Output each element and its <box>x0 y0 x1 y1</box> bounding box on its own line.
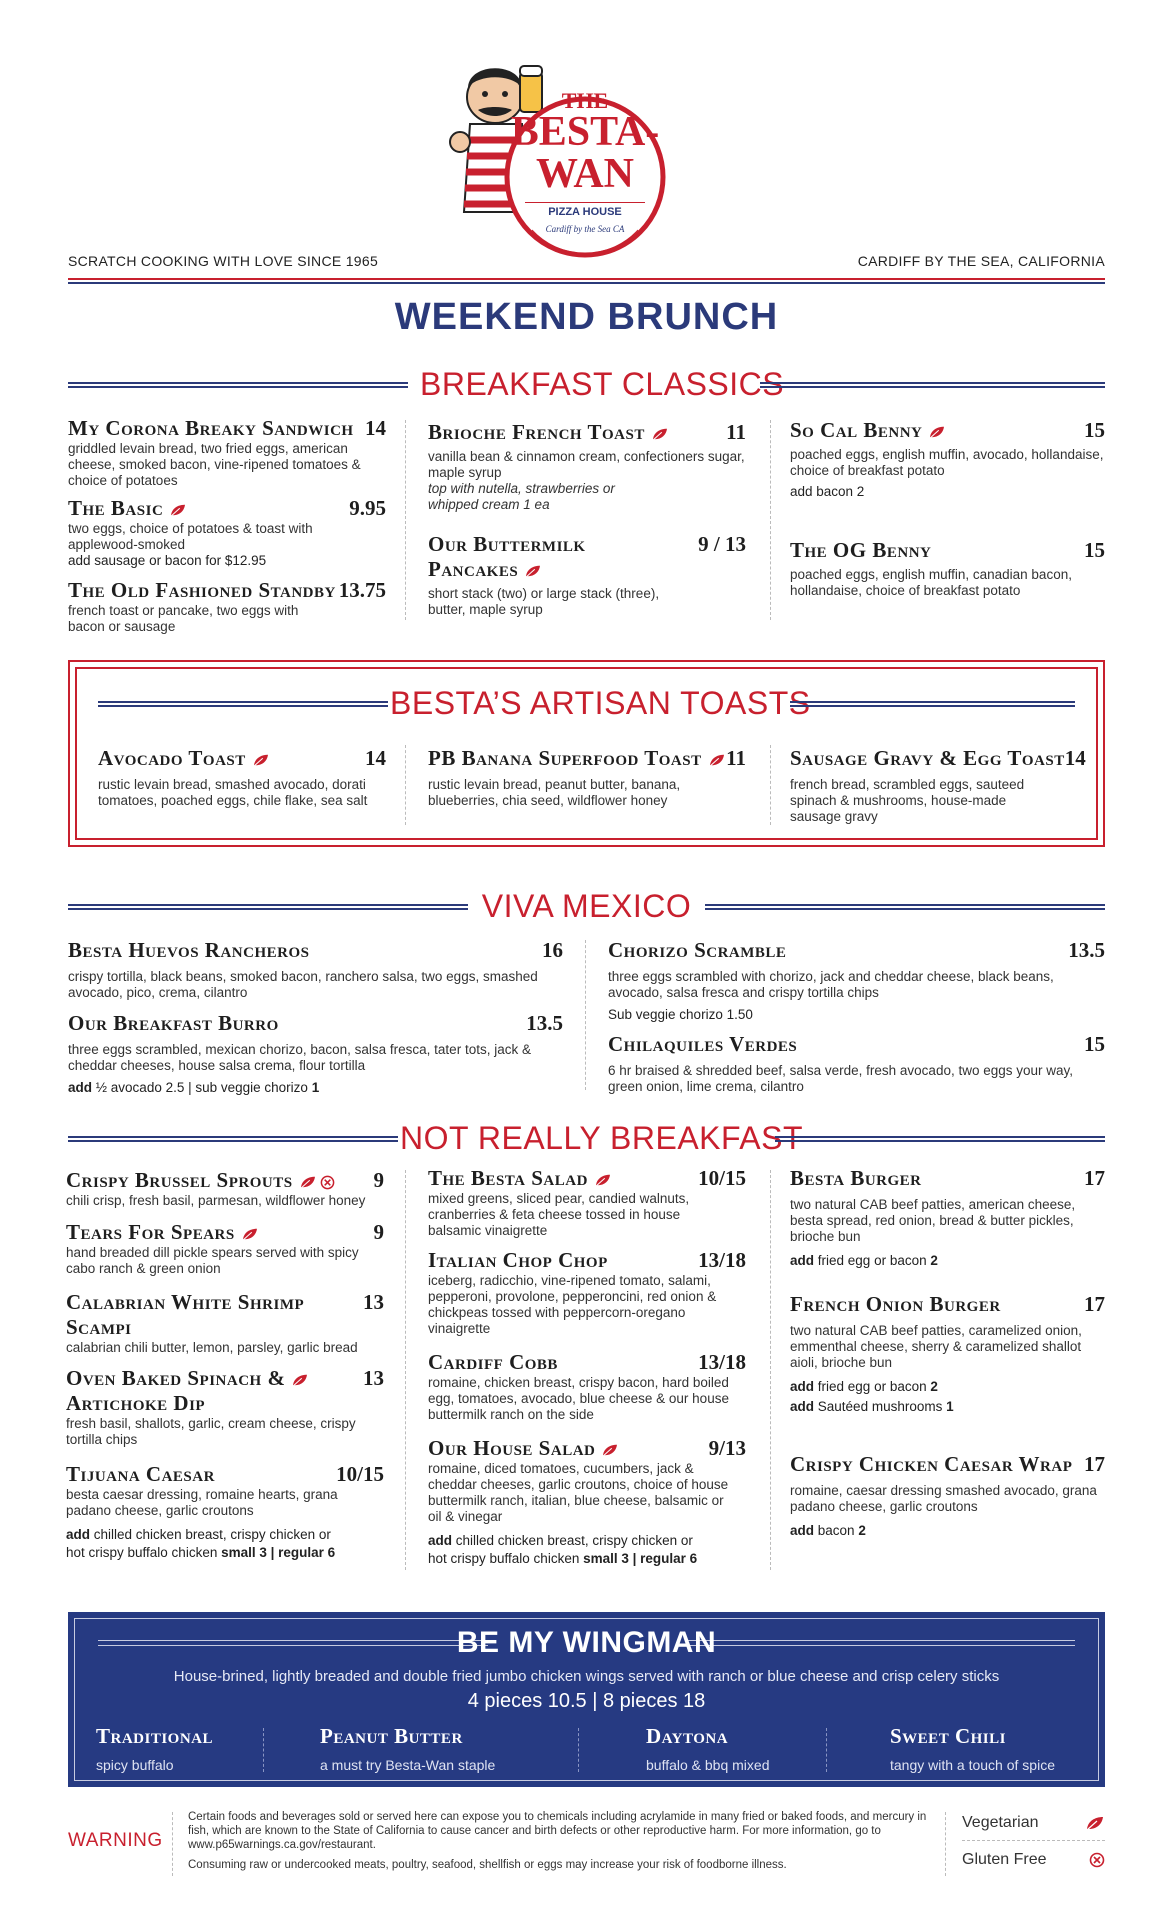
item-price: 15 <box>1084 418 1105 442</box>
item-desc: two natural CAB beef patties, american cheese, besta spread, red onion, bread & butter pickles, brioche bun <box>790 1197 1076 1244</box>
item-add: add bacon 2 <box>790 484 865 499</box>
item-price: 15 <box>1084 1032 1105 1056</box>
item-price: 16 <box>542 938 563 962</box>
flavor-name: Traditional <box>96 1724 214 1748</box>
item-desc: poached eggs, english muffin, canadian bacon, hollandaise, choice of breakfast potato <box>790 567 1072 598</box>
item-price: 11 <box>726 420 746 444</box>
item-name: The Old Fashioned Standby <box>68 578 336 602</box>
menu-item <box>66 1220 384 1277</box>
item-price: 9/13 <box>708 1436 746 1460</box>
logo-sub: PIZZA HOUSE <box>525 202 645 218</box>
item-add: fried egg or bacon <box>817 1379 927 1394</box>
item-desc: two natural CAB beef patties, caramelized onion, emmenthal cheese, sherry & caramelized shallot aioli, brioche bun <box>790 1323 1082 1370</box>
item-desc: vanilla bean & cinnamon cream, confectioners sugar, maple syrup <box>428 449 745 480</box>
logo-line1: THE <box>561 88 609 113</box>
warning-label: WARNING <box>68 1830 163 1851</box>
flavor-desc: buffalo & bbq mixed <box>646 1757 770 1773</box>
item-add: bacon <box>817 1523 855 1538</box>
item-add: fried egg or bacon <box>817 1253 927 1268</box>
menu-item <box>790 418 1105 500</box>
add-label: add <box>790 1399 815 1414</box>
item-add: add sausage or bacon for $12.95 <box>68 553 267 568</box>
item-name: The Basic <box>68 496 164 520</box>
logo[interactable] <box>440 52 680 262</box>
item-name: Italian Chop Chop <box>428 1248 608 1272</box>
vegetarian-icon <box>708 753 726 767</box>
menu-item <box>790 1452 1105 1539</box>
menu-item <box>428 746 746 809</box>
item-add: ½ avocado 2.5 | sub veggie chorizo <box>95 1080 308 1095</box>
menu-item <box>428 1248 746 1337</box>
vegetarian-icon <box>241 1227 259 1241</box>
item-name: Besta Burger <box>790 1166 922 1190</box>
flavor-desc: a must try Besta-Wan staple <box>320 1757 496 1773</box>
wing-flavor <box>96 1724 213 1773</box>
logo-line2: BESTA- <box>510 109 660 155</box>
item-price: 11 <box>726 746 746 770</box>
item-desc: romaine, diced tomatoes, cucumbers, jack & cheddar cheeses, garlic croutons, choice of house buttermilk ranch, italian, blue cheese, balsamic or oil & vinegar <box>428 1461 729 1524</box>
item-price: 9 <box>373 1168 384 1192</box>
item-price: 9 / 13 <box>698 532 746 556</box>
item-add-price: 1 <box>946 1399 954 1414</box>
vegetarian-icon <box>252 753 270 767</box>
page-title: WEEKEND BRUNCH <box>394 296 779 338</box>
menu-item <box>428 1350 746 1423</box>
rule <box>760 382 1105 388</box>
menu-item <box>428 1436 746 1567</box>
menu-item <box>428 532 746 618</box>
add-label: add <box>790 1379 815 1394</box>
item-name: Calabrian White Shrimp <box>66 1290 305 1314</box>
wing-flavor <box>890 1724 1055 1773</box>
item-desc: three eggs scrambled with chorizo, jack and cheddar cheese, black beans, avocado, salsa fresca and crispy tortilla chips <box>608 969 1054 1000</box>
legend-gluten-free <box>962 1851 1105 1869</box>
item-add: Sautéed mushrooms <box>817 1399 943 1414</box>
item-name: The Besta Salad <box>428 1166 588 1190</box>
rule <box>98 701 388 707</box>
rule <box>775 1136 1105 1142</box>
item-desc: romaine, caesar dressing smashed avocado, grana padano cheese, garlic croutons <box>790 1483 1097 1514</box>
item-name: Artichoke Dip <box>66 1391 206 1415</box>
add-label: add <box>790 1253 815 1268</box>
wing-flavor <box>320 1724 495 1773</box>
flavor-desc: tangy with a touch of spice <box>890 1757 1055 1773</box>
add-label: add <box>790 1523 815 1538</box>
vegetarian-icon <box>594 1173 612 1187</box>
section-heading-notbreakfast: NOT REALLY BREAKFAST <box>400 1120 804 1156</box>
item-add: hot crispy buffalo chicken <box>428 1551 580 1566</box>
item-name: Crispy Chicken Caesar Wrap <box>790 1452 1073 1476</box>
item-desc: poached eggs, english muffin, avocado, hollandaise, choice of breakfast potato <box>790 447 1104 478</box>
item-name: Avocado Toast <box>98 746 246 770</box>
vegetarian-icon <box>524 564 542 578</box>
item-desc: fresh basil, shallots, garlic, cream cheese, crispy tortilla chips <box>66 1416 356 1447</box>
item-desc: hand breaded dill pickle spears served with spicy cabo ranch & green onion <box>66 1245 359 1276</box>
item-price: 13.75 <box>338 578 386 602</box>
menu-item <box>608 1032 1105 1095</box>
wingman-box <box>68 1612 1105 1787</box>
item-price: 10/15 <box>698 1166 746 1190</box>
menu-item <box>790 1166 1105 1269</box>
vegetarian-icon <box>291 1373 309 1387</box>
item-price: 15 <box>1084 538 1105 562</box>
item-add-price: small 3 | regular 6 <box>583 1551 698 1566</box>
item-price: 10/15 <box>336 1462 384 1486</box>
menu-item <box>68 496 386 569</box>
item-desc: rustic levain bread, peanut butter, banana, blueberries, chia seed, wildflower honey <box>428 777 681 808</box>
item-name: French Onion Burger <box>790 1292 1001 1316</box>
item-desc: crispy tortilla, black beans, smoked bacon, ranchero salsa, two eggs, smashed avocado, pico, crema, cilantro <box>68 969 538 1000</box>
item-add-price: small 3 | regular 6 <box>221 1545 336 1560</box>
item-desc: french bread, scrambled eggs, sauteed spinach & mushrooms, house-made sausage gravy <box>790 777 1025 824</box>
legend-vegetarian <box>962 1814 1105 1832</box>
logo-line3: WAN <box>535 151 634 197</box>
vegetarian-icon <box>601 1443 619 1457</box>
vegetarian-icon <box>928 425 946 439</box>
item-desc: iceberg, radicchio, vine-ripened tomato, salami, pepperoni, provolone, pepperoncini, red onion & chickpeas tossed with peppercorn-oregano vinaigrette <box>428 1273 717 1336</box>
menu-item <box>66 1168 384 1209</box>
menu-item <box>790 746 1086 825</box>
item-name: Tijuana Caesar <box>66 1462 215 1486</box>
item-price: 17 <box>1084 1292 1105 1316</box>
add-label: add <box>66 1527 91 1542</box>
item-name: My Corona Breaky Sandwich <box>68 416 354 440</box>
item-name: The OG Benny <box>790 538 932 562</box>
item-price: 13.5 <box>1068 938 1105 962</box>
item-desc: french toast or pancake, two eggs with bacon or sausage <box>68 603 299 634</box>
item-price: 14 <box>365 416 386 440</box>
rule <box>68 904 468 910</box>
item-name: So Cal Benny <box>790 418 923 442</box>
vegetarian-icon <box>299 1175 317 1189</box>
section-heading-breakfast: BREAKFAST CLASSICS <box>420 366 785 402</box>
section-heading-mexico: VIVA MEXICO <box>481 888 692 924</box>
item-desc: 6 hr braised & shredded beef, salsa verde, fresh avocado, two eggs your way, green onion, lime crema, cilantro <box>608 1063 1074 1094</box>
wingman-pricing: 4 pieces 10.5 | 8 pieces 18 <box>467 1690 706 1712</box>
item-name: Tears For Spears <box>66 1220 235 1244</box>
item-add: Sub veggie chorizo 1.50 <box>608 1007 753 1022</box>
item-name: Crispy Brussel Sprouts <box>66 1168 293 1192</box>
item-desc: besta caesar dressing, romaine hearts, grana padano cheese, garlic croutons <box>66 1487 338 1518</box>
item-price: 9 <box>373 1220 384 1244</box>
rule <box>68 1136 398 1142</box>
flavor-name: Peanut Butter <box>320 1724 463 1748</box>
item-desc: chili crisp, fresh basil, parmesan, wildflower honey <box>66 1193 366 1208</box>
flavor-name: Sweet Chili <box>890 1724 1006 1748</box>
item-name: Our Breakfast Burro <box>68 1011 279 1035</box>
item-name: Brioche French Toast <box>428 420 645 444</box>
add-label: add <box>428 1533 453 1548</box>
item-name: Chilaquiles Verdes <box>608 1032 798 1056</box>
menu-item <box>66 1290 384 1356</box>
logo-arc: Cardiff by the Sea CA <box>545 224 625 234</box>
item-price: 14 <box>1064 746 1086 770</box>
legend-label: Gluten Free <box>962 1851 1047 1868</box>
menu-item <box>428 420 746 513</box>
item-add-price: 2 <box>930 1379 938 1394</box>
rule <box>705 904 1105 910</box>
item-desc: rustic levain bread, smashed avocado, dorati tomatoes, poached eggs, chile flake, sea salt <box>98 777 368 808</box>
item-name: Pancakes <box>428 557 519 581</box>
menu-item <box>68 938 563 1001</box>
item-desc: short stack (two) or large stack (three), butter, maple syrup <box>428 586 660 617</box>
top-rule <box>68 278 1105 284</box>
item-price: 13/18 <box>698 1350 746 1374</box>
menu-item <box>98 746 386 809</box>
tagline-left: SCRATCH COOKING WITH LOVE SINCE 1965 <box>68 253 379 269</box>
item-note: top with nutella, strawberries or whipped cream 1 ea <box>428 481 615 512</box>
flavor-name: Daytona <box>646 1724 729 1748</box>
vegetarian-icon <box>651 427 669 441</box>
item-name: Chorizo Scramble <box>608 938 787 962</box>
item-add-price: 2 <box>858 1523 866 1538</box>
warning-text-2: Consuming raw or undercooked meats, poultry, seafood, shellfish or eggs may increase your risk of foodborne illness. <box>188 1859 787 1871</box>
item-price: 13 <box>363 1290 384 1314</box>
wingman-desc: House-brined, lightly breaded and double fried jumbo chicken wings served with ranch or blue cheese and crisp celery sticks <box>173 1668 1000 1685</box>
item-desc: griddled levain bread, two fried eggs, american cheese, smoked bacon, vine-ripened tomatoes & choice of potatoes <box>68 441 361 488</box>
item-price: 17 <box>1084 1166 1105 1190</box>
warning-text: Certain foods and beverages sold or served here can expose you to chemicals including acrylamide in many fried or baked foods, and mercury in fish, which are known to the State of California to cause cancer and birth defects or other reproductive harm. For more information, go to www.p65warnings.ca.gov/restaurant. <box>188 1811 927 1851</box>
item-desc: mixed greens, sliced pear, candied walnuts, cranberries & feta cheese tossed in house balsamic vinaigrette <box>428 1191 690 1238</box>
item-add: chilled chicken breast, crispy chicken or <box>455 1533 693 1548</box>
wing-flavor <box>646 1724 770 1773</box>
flavor-desc: spicy buffalo <box>96 1757 174 1773</box>
gluten-free-icon <box>320 1175 335 1190</box>
vegetarian-icon <box>169 503 187 517</box>
menu-item <box>428 1166 746 1239</box>
item-name: Our House Salad <box>428 1436 596 1460</box>
item-name: Cardiff Cobb <box>428 1350 558 1374</box>
item-desc: romaine, chicken breast, crispy bacon, hard boiled egg, tomatoes, avocado, blue cheese & our house buttermilk ranch on the side <box>428 1375 729 1422</box>
menu-item <box>66 1366 384 1448</box>
item-name: Scampi <box>66 1315 132 1339</box>
item-name: PB Banana Superfood Toast <box>428 746 702 770</box>
item-name: Sausage Gravy & Egg Toast <box>790 746 1065 770</box>
item-price: 14 <box>365 746 386 770</box>
item-price: 13/18 <box>698 1248 746 1272</box>
item-desc: calabrian chili butter, lemon, parsley, garlic bread <box>66 1340 358 1355</box>
item-price: 13.5 <box>526 1011 563 1035</box>
item-add: chilled chicken breast, crispy chicken or <box>93 1527 331 1542</box>
add-label: add <box>68 1080 93 1095</box>
legend-label: Vegetarian <box>962 1814 1039 1831</box>
item-name: Oven Baked Spinach & <box>66 1366 286 1390</box>
tagline-right: CARDIFF BY THE SEA, CALIFORNIA <box>857 253 1105 269</box>
item-add-price: 1 <box>311 1080 320 1095</box>
section-heading-toasts: BESTA’S ARTISAN TOASTS <box>390 685 811 721</box>
item-add: hot crispy buffalo chicken <box>66 1545 218 1560</box>
item-price: 9.95 <box>349 496 386 520</box>
item-name: Besta Huevos Rancheros <box>68 938 310 962</box>
vegetarian-icon <box>1085 1815 1105 1831</box>
menu-item <box>68 1011 563 1096</box>
menu-item <box>66 1462 384 1561</box>
menu-item <box>68 578 386 635</box>
rule <box>68 382 408 388</box>
rule <box>790 701 1075 707</box>
item-price: 13 <box>363 1366 384 1390</box>
menu-item <box>790 538 1105 599</box>
item-desc: three eggs scrambled, mexican chorizo, bacon, salsa fresca, tater tots, jack & cheddar cheeses, house salsa crema, flour tortilla <box>68 1042 531 1073</box>
menu-item <box>68 416 386 489</box>
gluten-free-icon <box>1089 1852 1105 1868</box>
item-price: 17 <box>1084 1452 1105 1476</box>
item-add-price: 2 <box>930 1253 938 1268</box>
item-desc: two eggs, choice of potatoes & toast with applewood-smoked <box>68 521 313 552</box>
item-name: Our Buttermilk <box>428 532 586 556</box>
section-heading-wingman: BE MY WINGMAN <box>456 1626 717 1659</box>
menu-item <box>790 1292 1105 1415</box>
menu-item <box>608 938 1105 1023</box>
